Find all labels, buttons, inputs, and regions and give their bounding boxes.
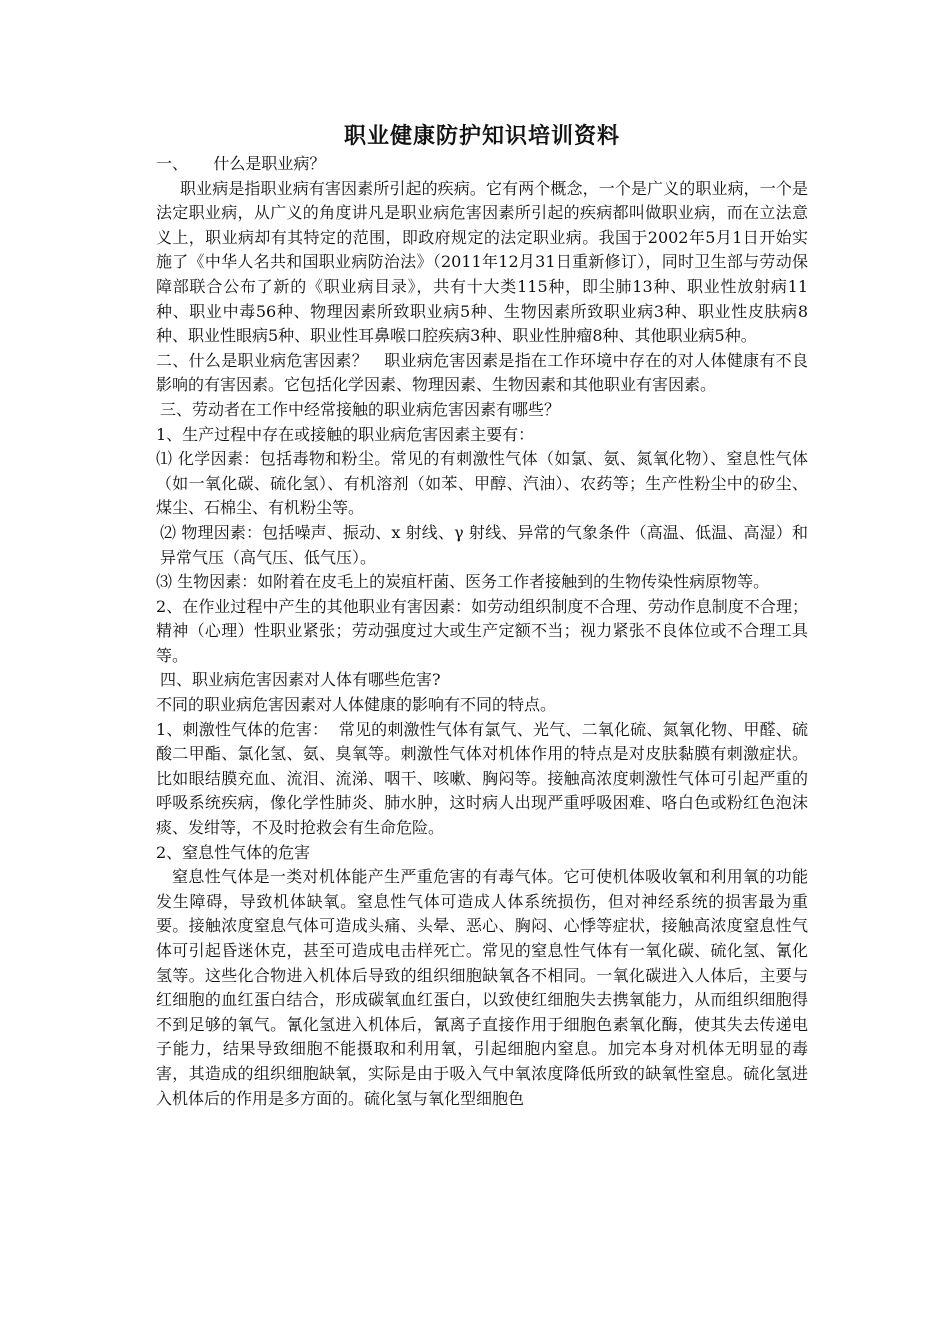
- paragraph-irritant-gases: 1、刺激性气体的危害： 常见的刺激性气体有氯气、光气、二氧化硫、氮氧化物、甲醛、硫酸二甲酯、氯化氢、氨、臭氧等。刺激性气体对机体作用的特点是对皮肤黏膜有刺激症状。比如眼结膜充血、流泪、流涕、咽干、咳嗽、胸闷等。接触高浓度刺激性气体可引起严重的呼吸系统疾病，像化学性肺炎、肺水肿，这时病人出现严重呼吸困难、咯白色或粉红色泡沫痰、发绀等，不及时抢救会有生命危险。: [156, 719, 808, 838]
- paragraph-hazard-factors-definition: 二、什么是职业病危害因素？ 职业病危害因素是指在工作环境中存在的对人体健康有不良影响的有害因素。它包括化学因素、物理因素、生物因素和其他职业有害因素。: [156, 350, 808, 395]
- paragraph-chemical-factors: ⑴ 化学因素：包括毒物和粉尘。常见的有刺激性气体（如氯、氨、氮氧化物）、窒息性气体（如一氧化碳、硫化氢）、有机溶剂（如苯、甲醇、汽油）、农药等；生产性粉尘中的矽尘、煤尘、石棉尘、有机粉尘等。: [156, 449, 808, 518]
- paragraph-physical-factors: ⑵ 物理因素：包括噪声、振动、x 射线、γ 射线、异常的气象条件（高温、低温、高湿）和异常气压（高气压、低气压）。: [160, 522, 808, 567]
- paragraph-different-effects: 不同的职业病危害因素对人体健康的影响有不同的特点。: [156, 695, 557, 715]
- paragraph-other-factors: 2、在作业过程中产生的其他职业有害因素：如劳动组织制度不合理、劳动作息制度不合理；精神（心理）性职业紧张；劳动强度过大或生产定额不当；视力紧张不良体位或不合理工具等。: [156, 596, 808, 665]
- document-page: [156, 122, 808, 1111]
- document-title: 职业健康防护知识培训资料: [343, 124, 620, 149]
- section-heading-3: 三、劳动者在工作中经常接触的职业病危害因素有哪些？: [160, 399, 561, 419]
- paragraph-asphyxiant-gases: 窒息性气体是一类对机体能产生严重危害的有毒气体。它可使机体吸收氧和利用氧的功能发生障碍，导致机体缺氧。窒息性气体可造成人体系统损伤，但对神经系统的损害最为重要。接触浓度窒息气体可造成头痛、头晕、恶心、胸闷、心悸等症状，接触高浓度窒息性气体可引起昏迷休克，甚至可造成电击样死亡。常见的窒息性气体有一氧化碳、硫化氢、氰化氢等。这些化合物进入机体后导致的组织细胞缺氧各不相同。一氧化碳进入人体后，主要与红细胞的血红蛋白结合，形成碳氧血红蛋白，以致使红细胞失去携氧能力，从而组织细胞得不到足够的氧气。氰化氢进入机体后，氰离子直接作用于细胞色素氧化酶，使其失去传递电子能力，结果导致细胞不能摄取和利用氧，引起细胞内窒息。加完本身对机体无明显的毒害，其造成的组织细胞缺氧，实际是由于吸入气中氧浓度降低所致的缺氧性窒息。硫化氢进入机体后的作用是多方面的。硫化氢与氧化型细胞色: [156, 867, 808, 1108]
- subheading-asphyxiant-gases: 2、窒息性气体的危害: [156, 842, 311, 862]
- subheading-production-factors: 1、生产过程中存在或接触的职业病危害因素主要有：: [156, 424, 535, 444]
- paragraph-biological-factors: ⑶ 生物因素：如附着在皮毛上的炭疽杆菌、医务工作者接触到的生物传染性病原物等。: [156, 572, 770, 592]
- paragraph-occupational-disease-definition: 职业病是指职业病有害因素所引起的疾病。它有两个概念，一个是广义的职业病，一个是法定职业病，从广义的角度讲凡是职业病危害因素所引起的疾病都叫做职业病，而在立法意义上，职业病却有其特定的范围，即政府规定的法定职业病。我国于2002年5月1日开始实施了《中华人名共和国职业病防治法》（2011年12月31日重新修订），同时卫生部与劳动保障部联合公布了新的《职业病目录》，共有十大类115种，即尘肺13种、职业性放射病11种、职业中毒56种、物理因素所致职业病5种、生物因素所致职业病3种、职业性皮肤病8种、职业性眼病5种、职业性耳鼻喉口腔疾病3种、职业性肿瘤8种、其他职业病5种。: [156, 178, 808, 346]
- section-heading-1: 一、 什么是职业病？: [156, 154, 326, 173]
- section-heading-4: 四、职业病危害因素对人体有哪些危害?: [160, 670, 441, 690]
